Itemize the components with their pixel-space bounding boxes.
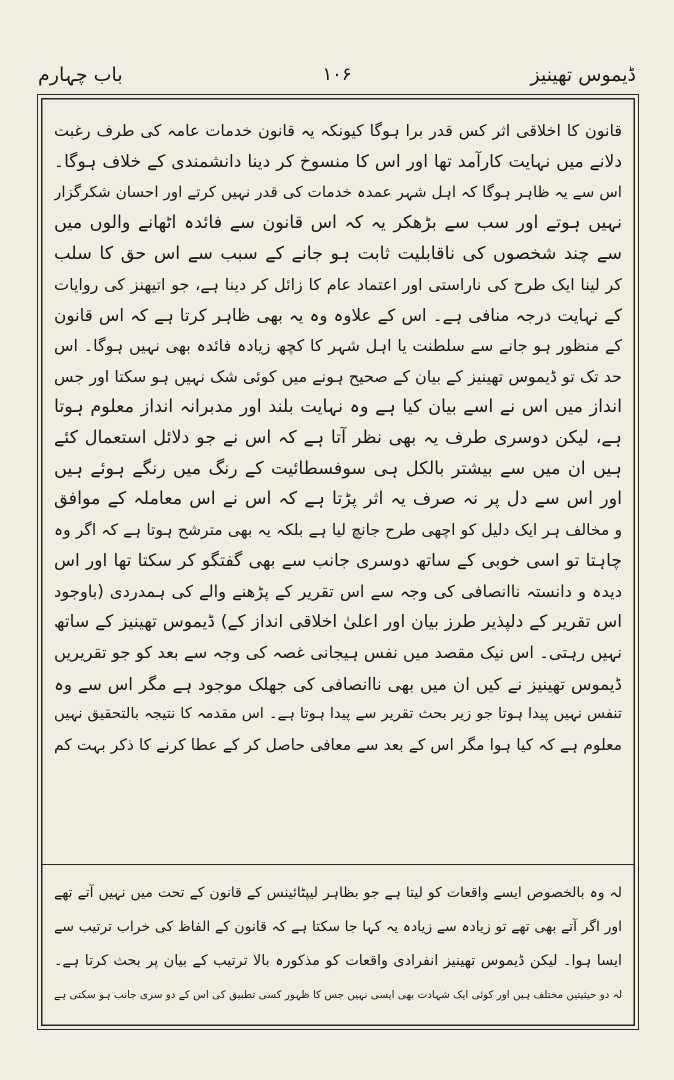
text-line: و مخالف ہر ایک دلیل کو اچھی طرح جانچ لیا ہے بلکہ یہ بھی مترشح ہوتا ہے کہ اگر وہ (54, 521, 622, 540)
text-line: اور اس سے دل پر نہ صرف یہ اثر پڑتا ہے کہ اس نے اس معاملہ کے موافق (54, 489, 622, 510)
text-line: کے نہایت درجہ منافی ہے۔ اس کے علاوہ وہ یہ بھی ظاہر کرتا ہے کہ اس قانون (54, 305, 622, 326)
text-line: انداز میں اس نے اسے بیان کیا ہے وہ نہایت بلند اور مدبرانہ انداز معلوم ہوتا (54, 397, 622, 418)
page-number: ۱۰۶ (322, 64, 352, 85)
text-line: نہیں ہوتے اور سب سے بڑھکر یہ کہ اس قانون سے فائدہ اٹھانے والوں میں (54, 213, 622, 234)
text-line: معلوم ہے کہ کیا ہوا مگر اس کے بعد سے معافی حاصل کر کے عطا کرنے کا ذکر بہت کم (54, 736, 622, 755)
footnote-line: ایسا ہوا۔ لیکن ڈیموس تھینیز انفرادی واقعات کو مذکورہ بالا ترتیب کے بیان پر بحث کرتا ہے۔ (54, 953, 622, 969)
footnotes (54, 876, 622, 1012)
text-line: کے منظور ہو جانے سے سلطنت یا اہل شہر کا کچھ زیادہ فائدہ بھی نہیں ہوگا۔ اس (54, 335, 622, 355)
text-line: قانون کا اخلاقی اثر کس قدر برا ہوگا کیونکہ یہ قانون خدمات عامہ کی طرف رغبت (54, 121, 622, 140)
text-line: ہے، لیکن دوسری طرف یہ بھی نظر آتا ہے کہ اس نے جو دلائل استعمال کئے (54, 428, 622, 449)
text-line: نہیں رہتی۔ اس نیک مقصد میں نفس ہیجانی غصہ کی وجہ سے بعد کو جو تقریریں (54, 642, 622, 662)
text-line: دیدہ و دانستہ ناانصافی کی وجہ سے اس تقریر کے پڑھنے والے کی ہمدردی (باوجود (54, 581, 622, 601)
text-line: چاہتا تو اسی خوبی کے ساتھ دوسری جانب سے بھی گفتگو کر سکتا تھا اور اس (54, 550, 622, 571)
chapter-heading: باب چہارم (38, 64, 123, 86)
text-line: تنفس نہیں پیدا ہوتا جو زیر بحث تقریر سے پیدا ہوتا ہے۔ اس مقدمہ کا نتیجہ بالتحقیق نہیں (54, 705, 622, 723)
footnote-divider (42, 864, 634, 865)
text-line: کر لینا ایک طرح کی ناراستی اور اعتماد عام کا زائل کر دینا ہے، جو اتیھنز کی روایات (54, 274, 622, 294)
text-line: حد تک تو ڈیموس تھینیز کے بیان کے صحیح ہونے میں کوئی شک نہیں ہو سکتا اور جس (54, 366, 622, 386)
text-line: ڈیموس تھینیز نے کیں ان میں بھی ناانصافی کی جھلک موجود ہے مگر اس سے وہ (54, 673, 622, 694)
text-line: ہیں ان میں سے بیشتر بالکل ہی سوفسطائیت کے رنگ میں رنگے ہوئے ہیں (54, 458, 622, 479)
page-header (30, 60, 644, 90)
text-line: سے چند شخصوں کی ناقابلیت ثابت ہو جانے کے سبب سے اس حق کا سلب (54, 243, 622, 264)
body-text (54, 116, 622, 761)
footnote-line: لہ وہ بالخصوص ایسے واقعات کو لیتا ہے جو بظاہر لیپٹائینس کے قانون کے تحت میں نہیں آتے تھے (54, 885, 622, 901)
text-line: دلانے میں نہایت کارآمد تھا اور اس کا منسوخ کر دینا دانشمندی کے خلاف ہوگا۔ (54, 151, 622, 172)
running-title: ڈیموس تھینیز (530, 64, 636, 86)
footnote-line: اور اگر آتے بھی تھے تو زیادہ سے زیادہ یہ کہا جا سکتا ہے کہ قانون کے الفاظ کی خراب ترتیب سے (54, 919, 622, 935)
footnote-line: لہ دو حیثیتیں مختلف ہیں اور کوئی ایک شہادت بھی ایسی نہیں جس کا ظہور کسی تطبیق کی اس کے دو سری جانب ہو سکتی ہے (54, 989, 622, 1001)
text-line: اس سے یہ ظاہر ہوگا کہ اہل شہر عمدہ خدمات کی قدر نہیں کرتے اور احسان شکرگزار (54, 183, 622, 202)
text-line: اس تقریر کے دلپذیر طرز بیان اور اعلیٰ اخلاقی انداز کے) ڈیموس تھینیز کے ساتھ (54, 612, 622, 633)
